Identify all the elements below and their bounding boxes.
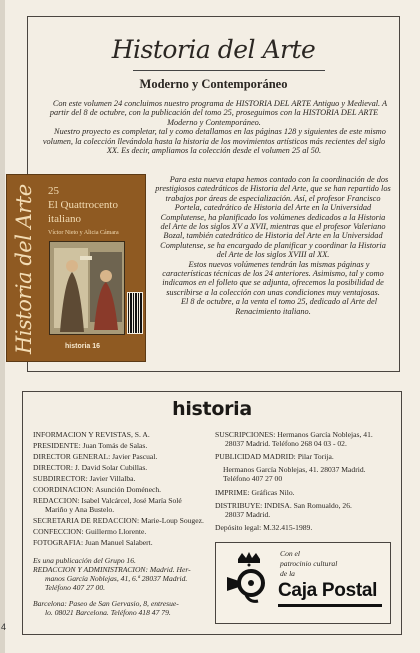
info-row: 28037 Madrid. Teléfono 268 04 03 - 02. <box>225 439 347 448</box>
info-row: SUSCRIPCIONES: Hermanos García Noblejas, 41. <box>215 430 373 439</box>
address-line: manos García Noblejas, 41, 6.ª 28037 Madrid. <box>45 574 188 583</box>
book-cover <box>6 174 146 362</box>
column-paragraph: El 8 de octubre, a la venta el tomo 25, dedicado al Arte del Renacimiento italiano. <box>180 297 378 316</box>
cover-title: italiano <box>48 213 81 225</box>
info-row: Depósito legal: M.32.415-1989. <box>215 523 313 532</box>
staff-row: INFORMACION Y REVISTAS, S. A. <box>33 430 150 439</box>
staff-row: FOTOGRAFIA: Juan Manuel Salabert. <box>33 538 153 547</box>
address-line: REDACCION Y ADMINISTRACION: Madrid. Her- <box>33 565 191 574</box>
barcode <box>127 292 143 334</box>
cover-spine-title: Historia del Arte <box>12 184 36 354</box>
column-paragraph: Estos nuevos volúmenes tendrán las mismas páginas y características técnicas de los 24 anteriores. Asimismo, tal y como indicamos en el folleto que se adjunta, ofrecemos la posibilidad de suscribirse a la colección con unas condiciones muy ventajosas. <box>162 259 384 297</box>
address-line: Teléfono 407 27 00. <box>45 583 106 592</box>
cover-authors: Víctor Nieto y Alicia Cámara <box>48 230 119 236</box>
cover-publisher: historia 16 <box>65 343 101 350</box>
page-edge <box>0 0 5 653</box>
logo-text: historia <box>172 398 252 420</box>
staff-row: REDACCION: Isabel Valcárcel, José María Solé <box>33 496 182 505</box>
info-row: Hermanos García Noblejas, 41. 28037 Madrid. <box>223 465 366 474</box>
staff-row: DIRECTOR GENERAL: Javier Pascual. <box>33 452 158 461</box>
staff-row: PRESIDENTE: Juan Tomás de Salas. <box>33 441 148 450</box>
info-row: 28037 Madrid. <box>225 510 271 519</box>
historia-logo <box>23 398 401 420</box>
page-title: Historia del Arte <box>111 35 316 64</box>
staff-row: DIRECTOR: J. David Solar Cubillas. <box>33 463 148 472</box>
sponsor-text: patrocinio cultural <box>280 559 338 568</box>
sponsor-rule <box>278 604 382 607</box>
staff-row: CONFECCION: Guillermo Llorente. <box>33 527 147 536</box>
info-row: IMPRIME: Gráficas Nilo. <box>215 488 295 497</box>
cover-volume-number: 25 <box>48 185 59 197</box>
page-subtitle: Moderno y Contemporáneo <box>139 77 288 91</box>
intro-text <box>38 99 390 155</box>
sponsor-name: Caja Postal <box>278 580 378 601</box>
painting-image <box>50 242 125 335</box>
staff-row: SECRETARIA DE REDACCION: Marie-Loup Sougez. <box>33 516 204 525</box>
intro-paragraph: Con este volumen 24 concluimos nuestro programa de HISTORIA DEL ARTE Antiguo y Medieval. A partir del 8 de octubre, con la publicación del tomo 25, proseguimos con la HISTORIA DEL ARTE Moderno y Contemporáneo. <box>49 99 388 127</box>
title-rule <box>133 70 325 71</box>
info-row: DISTRIBUYE: INDISA. San Romualdo, 26. <box>215 501 352 510</box>
address-line: lo. 08021 Barcelona. Teléfono 418 47 79. <box>45 608 171 617</box>
post-horn-crown-icon <box>224 549 274 607</box>
address-line: Barcelona: Paseo de San Gervasio, 8, entresue- <box>33 599 179 608</box>
page-mark: 4 <box>1 622 7 632</box>
column-text <box>155 175 391 316</box>
staff-row: Mariño y Ana Bustelo. <box>45 505 115 514</box>
sponsor-text: Con el <box>280 549 301 558</box>
sponsor-box <box>215 542 391 624</box>
sponsor-text: de la <box>280 569 295 578</box>
staff-row: SUBDIRECTOR: Javier Villalba. <box>33 474 136 483</box>
info-row: PUBLICIDAD MADRID: Pilar Torija. <box>215 452 334 461</box>
credits-box <box>22 391 402 635</box>
address-line: Es una publicación del Grupo 16. <box>33 556 136 565</box>
staff-row: COORDINACION: Asunción Doménech. <box>33 485 162 494</box>
column-paragraph: Para esta nueva etapa hemos contado con la coordinación de dos prestigiosos catedráticos de Historia del Arte, que se han repartido los trabajos por áreas de especialización. Así, el profesor Francisco Portela, catedrático de Historia del Arte en la Universidad Complutense, ha planificado los volúmenes dedicados a la Historia del Arte de los siglos XV a XVII, mientras que el profesor Valeriano Bozal, también catedrático de Historia del Arte en la Universidad Complutense, se ha encargado de planificar y coordinar la Historia del Arte de los siglos XVIII al XX. <box>155 175 391 260</box>
cover-title: El Quattrocento <box>48 199 118 211</box>
info-row: Teléfono 407 27 00 <box>223 474 283 483</box>
intro-paragraph: Nuestro proyecto es completar, tal y como detallamos en las páginas 128 y siguientes de este mismo volumen, la colección llevándola hasta la historia de los movimientos artísticos más recientes del siglo XX. Es decir, ampliamos la colección desde el volumen 25 al 50. <box>42 127 386 156</box>
cover-artwork <box>49 241 125 335</box>
